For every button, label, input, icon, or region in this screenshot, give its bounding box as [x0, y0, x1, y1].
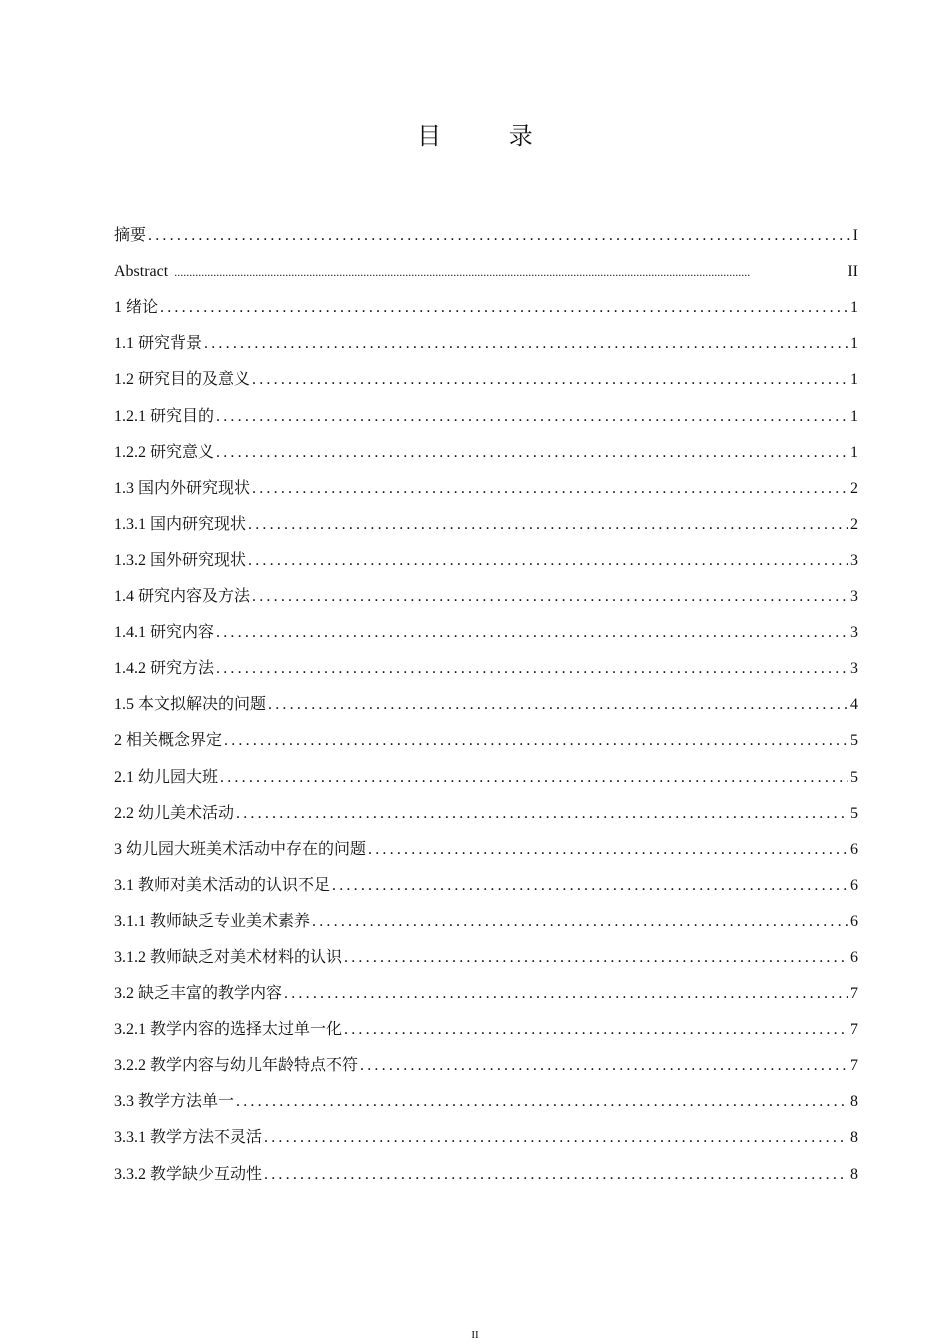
toc-entry[interactable]	[114, 571, 858, 607]
toc-dot-leader	[248, 515, 848, 535]
page-title: 目 录	[417, 122, 563, 150]
toc-entry-label: 1.4.1 研究内容	[114, 624, 215, 642]
toc-dot-leader	[344, 948, 848, 968]
toc-entry-label: 2.2 幼儿美术活动	[114, 804, 235, 822]
toc-entry-label: Abstract	[114, 263, 169, 281]
toc-dot-leader	[252, 479, 848, 499]
toc-entry[interactable]	[114, 715, 858, 751]
toc-entry[interactable]	[114, 1040, 858, 1076]
toc-dot-leader	[216, 623, 848, 643]
toc-entry-page-number: II	[847, 263, 858, 281]
toc-entry-label: 1.4.2 研究方法	[114, 660, 215, 678]
toc-entry-label: 1.3.1 国内研究现状	[114, 515, 247, 533]
toc-entry-page-number: 3	[850, 551, 858, 569]
toc-entry-page-number: 3	[850, 660, 858, 678]
toc-entry-label: 1.3.2 国外研究现状	[114, 551, 247, 569]
toc-dot-leader	[160, 298, 848, 318]
toc-entry-page-number: 6	[850, 948, 858, 966]
toc-entry[interactable]	[114, 1076, 858, 1112]
toc-dot-leader	[268, 695, 848, 715]
toc-entry-page-number: 7	[850, 985, 858, 1003]
toc-dot-leader	[360, 1056, 848, 1076]
toc-entry[interactable]	[114, 679, 858, 715]
toc-entry[interactable]	[114, 1004, 858, 1040]
toc-dot-leader	[252, 370, 848, 390]
toc-entry-label: 3.3.2 教学缺少互动性	[114, 1165, 263, 1183]
toc-entry-page-number: 8	[850, 1165, 858, 1183]
toc-dot-leader	[248, 551, 848, 571]
toc-dot-leader	[204, 334, 848, 354]
toc-entry[interactable]	[114, 1112, 858, 1148]
table-of-contents	[114, 210, 858, 1185]
toc-entry-label: 1.2.2 研究意义	[114, 443, 215, 461]
toc-entry-label: 1.4 研究内容及方法	[114, 588, 251, 606]
toc-entry-page-number: 8	[850, 1093, 858, 1111]
toc-entry[interactable]	[114, 932, 858, 968]
toc-dot-leader	[220, 768, 848, 788]
toc-entry-label: 摘要	[114, 227, 147, 245]
toc-entry[interactable]	[114, 968, 858, 1004]
toc-entry-page-number: 6	[850, 840, 858, 858]
toc-entry[interactable]	[114, 427, 858, 463]
toc-entry-page-number: I	[852, 227, 858, 245]
toc-dot-leader	[148, 226, 851, 246]
toc-entry-page-number: 5	[850, 768, 858, 786]
toc-entry-page-number: 1	[850, 443, 858, 461]
toc-entry-label: 1.5 本文拟解决的问题	[114, 696, 267, 714]
toc-entry-label: 1.1 研究背景	[114, 335, 203, 353]
toc-dot-leader	[264, 1128, 848, 1148]
toc-entry[interactable]	[114, 607, 858, 643]
toc-dot-leader	[216, 407, 848, 427]
toc-dot-leader	[344, 1020, 848, 1040]
toc-entry-label: 3.1 教师对美术活动的认识不足	[114, 876, 331, 894]
toc-entry-page-number: 2	[850, 479, 858, 497]
toc-entry-label: 1.3 国内外研究现状	[114, 479, 251, 497]
toc-entry-label: 3.3 教学方法单一	[114, 1093, 235, 1111]
toc-entry[interactable]	[114, 788, 858, 824]
toc-entry-label: 3.2.1 教学内容的选择太过单一化	[114, 1021, 343, 1039]
toc-entry-page-number: 5	[850, 804, 858, 822]
toc-entry-page-number: 3	[850, 624, 858, 642]
page-number-footer: II	[471, 1329, 479, 1341]
toc-entry-label: 3.1.2 教师缺乏对美术材料的认识	[114, 948, 343, 966]
toc-entry-label: 3 幼儿园大班美术活动中存在的问题	[114, 840, 367, 858]
toc-entry-page-number: 1	[850, 371, 858, 389]
toc-entry[interactable]	[114, 643, 858, 679]
toc-entry[interactable]	[114, 824, 858, 860]
toc-entry-page-number: 5	[850, 732, 858, 750]
toc-entry[interactable]	[114, 535, 858, 571]
toc-dot-leader	[312, 912, 848, 932]
toc-dot-leader	[264, 1165, 848, 1185]
toc-entry[interactable]	[114, 282, 858, 318]
toc-entry-page-number: 8	[850, 1129, 858, 1147]
toc-entry[interactable]	[114, 354, 858, 390]
toc-entry-label: 1 绪论	[114, 299, 159, 317]
toc-entry-label: 3.2.2 教学内容与幼儿年龄特点不符	[114, 1057, 359, 1075]
toc-entry[interactable]	[114, 463, 858, 499]
toc-entry-page-number: 6	[850, 876, 858, 894]
toc-entry-label: 2.1 幼儿园大班	[114, 768, 219, 786]
toc-entry-page-number: 1	[850, 299, 858, 317]
toc-dot-leader	[284, 984, 848, 1004]
toc-dot-leader	[224, 731, 848, 751]
toc-entry[interactable]	[114, 751, 858, 787]
toc-dot-leader	[368, 840, 848, 860]
toc-entry-page-number: 2	[850, 515, 858, 533]
toc-entry[interactable]	[114, 210, 858, 246]
toc-entry-label: 3.3.1 教学方法不灵活	[114, 1129, 263, 1147]
toc-entry-label: 3.1.1 教师缺乏专业美术素养	[114, 912, 311, 930]
toc-entry[interactable]	[114, 318, 858, 354]
toc-entry-page-number: 3	[850, 588, 858, 606]
toc-dot-leader	[174, 262, 845, 282]
toc-entry-label: 2 相关概念界定	[114, 732, 223, 750]
toc-dot-leader	[216, 659, 848, 679]
toc-entry-page-number: 7	[850, 1057, 858, 1075]
toc-dot-leader	[216, 443, 848, 463]
toc-entry[interactable]	[114, 1148, 858, 1184]
toc-entry[interactable]	[114, 896, 858, 932]
toc-entry[interactable]	[114, 246, 858, 282]
toc-dot-leader	[236, 804, 848, 824]
toc-entry-label: 1.2.1 研究目的	[114, 407, 215, 425]
toc-entry-page-number: 1	[850, 407, 858, 425]
toc-entry[interactable]	[114, 499, 858, 535]
toc-dot-leader	[332, 876, 848, 896]
toc-entry-label: 3.2 缺乏丰富的教学内容	[114, 985, 283, 1003]
toc-dot-leader	[236, 1092, 848, 1112]
toc-entry-page-number: 6	[850, 912, 858, 930]
toc-entry[interactable]	[114, 860, 858, 896]
toc-entry-page-number: 7	[850, 1021, 858, 1039]
toc-entry-page-number: 4	[850, 696, 858, 714]
toc-dot-leader	[252, 587, 848, 607]
toc-entry-label: 1.2 研究目的及意义	[114, 371, 251, 389]
toc-entry[interactable]	[114, 390, 858, 426]
toc-entry-page-number: 1	[850, 335, 858, 353]
